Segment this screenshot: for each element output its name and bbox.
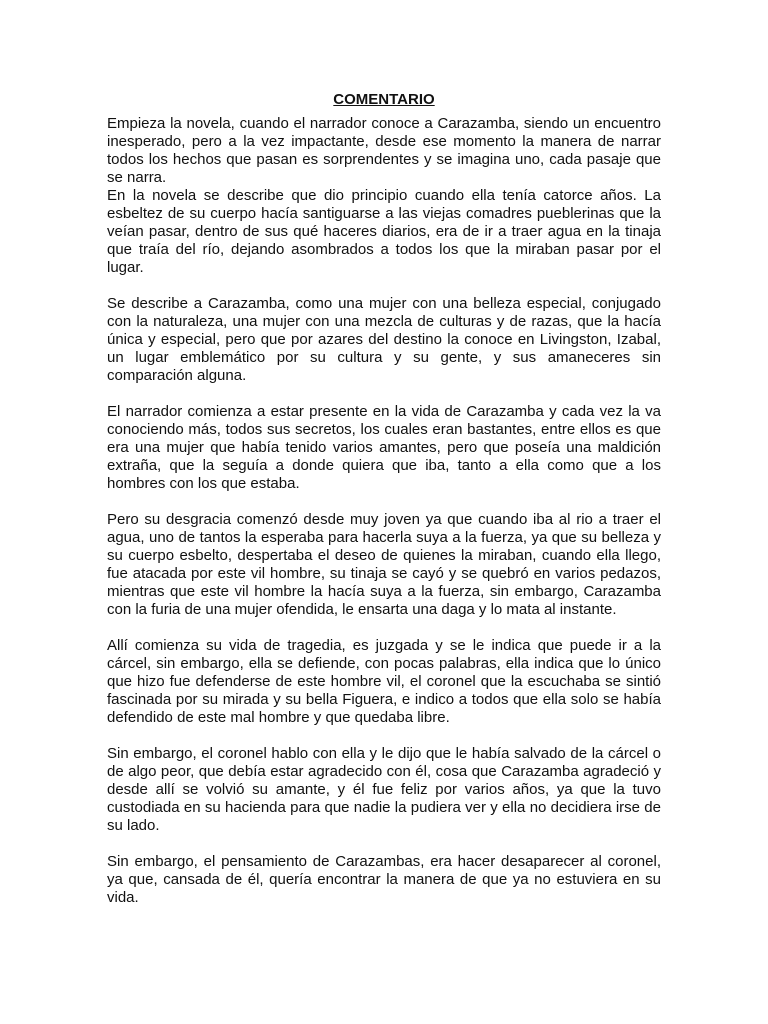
document-title: COMENTARIO: [333, 91, 435, 108]
paragraph-5: Pero su desgracia comenzó desde muy joven ya que cuando iba al rio a traer el agua, uno de tantos la esperaba para hacerla suya a la fuerza, ya que su belleza y su cuerpo esbelto, despertaba el deseo de quienes la miraban, cuando ella llego, fue atacada por este vil hombre, su tinaja se cayó y se quebró en varios pedazos, mientras que este vil hombre la hacía suya a la fuerza, sin embargo, Carazamba con la furia de una mujer ofendida, le ensarta una daga y lo mata al instante.: [107, 511, 661, 618]
paragraph-6: Allí comienza su vida de tragedia, es juzgada y se le indica que puede ir a la cárcel, sin embargo, ella se defiende, con pocas palabras, ella indica que lo único que hizo fue defenderse de este hombre vil, el coronel que la escuchaba se sintió fascinada por su mirada y su bella Figuera, e indico a todos que ella solo se había defendido de este mal hombre y que quedaba libre.: [107, 637, 661, 726]
paragraph-4: El narrador comienza a estar presente en la vida de Carazamba y cada vez la va conociendo más, todos sus secretos, los cuales eran bastantes, entre ellos es que era una mujer que había tenido varios amantes, pero que poseía una maldición extraña, que la seguía a donde quiera que iba, tanto a ella como que a los hombres con los que estaba.: [107, 403, 661, 492]
document-page: [107, 90, 661, 907]
paragraph-8: Sin embargo, el pensamiento de Carazambas, era hacer desaparecer al coronel, ya que, cansada de él, quería encontrar la manera de que ya no estuviera en su vida.: [107, 853, 661, 906]
paragraph-3: Se describe a Carazamba, como una mujer con una belleza especial, conjugado con la naturaleza, una mujer con una mezcla de culturas y de razas, que la hacía única y especial, pero que por azares del destino la conoce en Livingston, Izabal, un lugar emblemático por su cultura y su gente, y sus amaneceres sin comparación alguna.: [107, 295, 661, 384]
paragraph-1: Empieza la novela, cuando el narrador conoce a Carazamba, siendo un encuentro inesperado, pero a la vez impactante, desde ese momento la manera de narrar todos los hechos que pasan es sorprendentes y se imagina uno, cada pasaje que se narra.: [107, 115, 661, 186]
paragraph-2: En la novela se describe que dio principio cuando ella tenía catorce años. La esbeltez de su cuerpo hacía santiguarse a las viejas comadres pueblerinas que la veían pasar, dentro de sus qué haceres diarios, era de ir a traer agua en la tinaja que traía del río, dejando asombrados a todos los que la miraban pasar por el lugar.: [107, 187, 661, 276]
paragraph-7: Sin embargo, el coronel hablo con ella y le dijo que le había salvado de la cárcel o de algo peor, que debía estar agradecido con él, cosa que Carazamba agradeció y desde allí se volvió su amante, y él fue feliz por varios años, ya que la tuvo custodiada en su hacienda para que nadie la pudiera ver y ella no decidiera irse de su lado.: [107, 745, 661, 834]
